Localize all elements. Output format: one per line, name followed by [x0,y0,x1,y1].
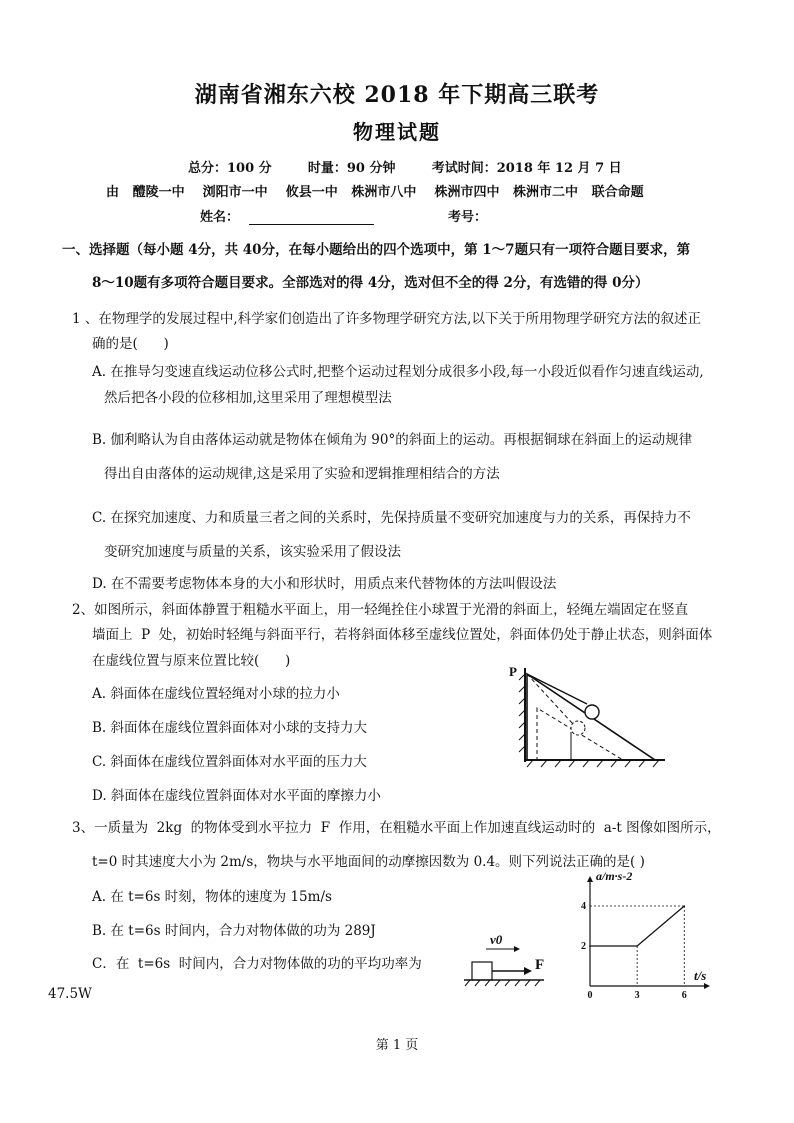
exam-info-line: 总分：100 分 时量：90 分钟 考试时间：2018 年 12 月 7 日 [188,161,622,176]
series-point-0-0 [589,945,591,947]
section-intro-line2: 8～10题有多项符合题目要求。全部选对的得 4分，选对但不全的得 2分，有选错的得 0分） [92,275,649,291]
q3-option-c-line1: C．在 t=6s 时间内，合力对物体做的功的平均功率为 [92,956,422,972]
y-axis-label: a/m·s-2 [596,869,633,883]
q3-option-b: B. 在 t=6s 时间内，合力对物体做的功为 289J [92,923,376,939]
y-tick-label-0: 2 [581,941,586,952]
q1-option-a-line1: A. 在推导匀变速直线运动位移公式时,把整个运动过程划分成很多小段,每一小段近似看作匀速直线运动, [92,364,704,380]
name-blank [249,210,374,225]
q2-option-b: B. 斜面体在虚线位置斜面体对小球的支持力大 [92,720,368,736]
a-t-chart [570,868,710,1000]
x-tick-label-0: 0 [587,990,593,1000]
q2-stem-line2: 墙面上 P 处，初始时轻绳与斜面平行，若将斜面体移至虚线位置处，斜面体仍处于静止状态，则斜面体 [92,627,713,643]
page-number: 第 1 页 [375,1038,419,1053]
block [472,962,492,980]
series-line-0 [590,906,684,946]
ball-solid [585,705,599,719]
q3-option-a: A. 在 t=6s 时刻，物体的速度为 15m/s [92,889,332,905]
velocity-arrowhead [514,946,520,952]
chart-series [589,905,685,947]
block-ground-hatch [465,980,540,986]
q2-option-d: D. 斜面体在虚线位置斜面体对水平面的摩擦力小 [92,788,381,804]
q2-stem-line3: 在虚线位置与原来位置比较( ) [92,653,291,669]
q1-stem-line1: 1 、在物理学的发展过程中,科学家们创造出了许多物理学研究方法,以下关于所用物理学研究方法的叙述正 [72,311,701,327]
q2-option-c: C. 斜面体在虚线位置斜面体对水平面的压力大 [92,754,367,770]
q1-option-a-line2: 然后把各小段的位移相加,这里采用了理想模型法 [104,390,392,406]
chart-ticks [581,901,687,1000]
exam-no-label: 考号： [448,210,488,225]
exam-title: 湖南省湘东六校 2018 年下期高三联考 [194,82,600,108]
rope-solid [527,674,587,704]
q1-option-c-line2: 变研究加速度与质量的关系，该实验采用了假设法 [104,544,401,560]
x-tick-label-2: 6 [681,990,687,1000]
q3-option-c-line2: 47.5W [48,986,92,1002]
block-figure [462,928,562,998]
section-intro-line1: 一、选择题（每小题 4分，共 40分，在每小题给出的四个选项中，第 1～7题只有一项符合题目要求，第 [62,242,691,258]
q3-stem-line2: t=0 时其速度大小为 2m/s，物块与水平地面间的动摩擦因数为 0.4。则下列说法正确的是( ) [92,854,645,870]
name-field [200,206,374,225]
q1-option-b-line1: B. 伽利略认为自由落体运动就是物体在倾角为 90°的斜面上的运动。再根据铜球在斜面上的运动规律 [92,432,693,448]
wall [519,668,525,762]
q1-option-b-line2: 得出自由落体的运动规律,这是采用了实验和逻辑推理相结合的方法 [104,466,500,482]
q1-option-d: D. 在不需要考虑物体本身的大小和形状时，用质点来代替物体的方法叫假设法 [92,576,557,592]
rope-dashed [527,674,573,724]
exam-subject: 物理试题 [353,120,441,144]
x-tick-label-1: 3 [634,990,640,1000]
series-point-0-1 [636,945,638,947]
force-label: F [535,957,545,973]
ground [525,760,665,767]
chart-axes [587,869,710,989]
x-axis-arrowhead [704,983,710,989]
y-axis-arrowhead [587,876,593,882]
q2-stem-line1: 2、如图所示，斜面体静置于粗糙水平面上，用一轻绳拴住小球置于光滑的斜面上，轻绳左端固定在竖直 [72,602,689,618]
x-axis-label: t/s [694,968,707,983]
q3-stem-line1: 3、一质量为 2kg 的物体受到水平拉力 F 作用，在粗糙水平面上作加速直线运动时的 a-t 图像如图所示， [72,820,721,836]
incline-figure [505,660,670,772]
point-p-label: P [509,664,517,679]
ball-dashed [571,721,585,735]
q2-option-a: A. 斜面体在虚线位置轻绳对小球的拉力小 [92,686,340,702]
force-arrowhead [524,967,532,975]
y-tick-label-1: 4 [581,901,586,912]
velocity-label: v0 [490,932,503,947]
q1-option-c-line1: C. 在探究加速度、力和质量三者之间的关系时，先保持质量不变研究加速度与力的关系，再保持力不 [92,510,691,526]
schools-line: 由 醴陵一中 浏阳市一中 攸县一中 株洲市八中 株洲市四中 株洲市二中 联合命题 [106,185,644,200]
q1-stem-line2: 确的是( ) [92,336,169,352]
name-label: 姓名： [200,210,240,225]
series-point-0-2 [683,905,685,907]
